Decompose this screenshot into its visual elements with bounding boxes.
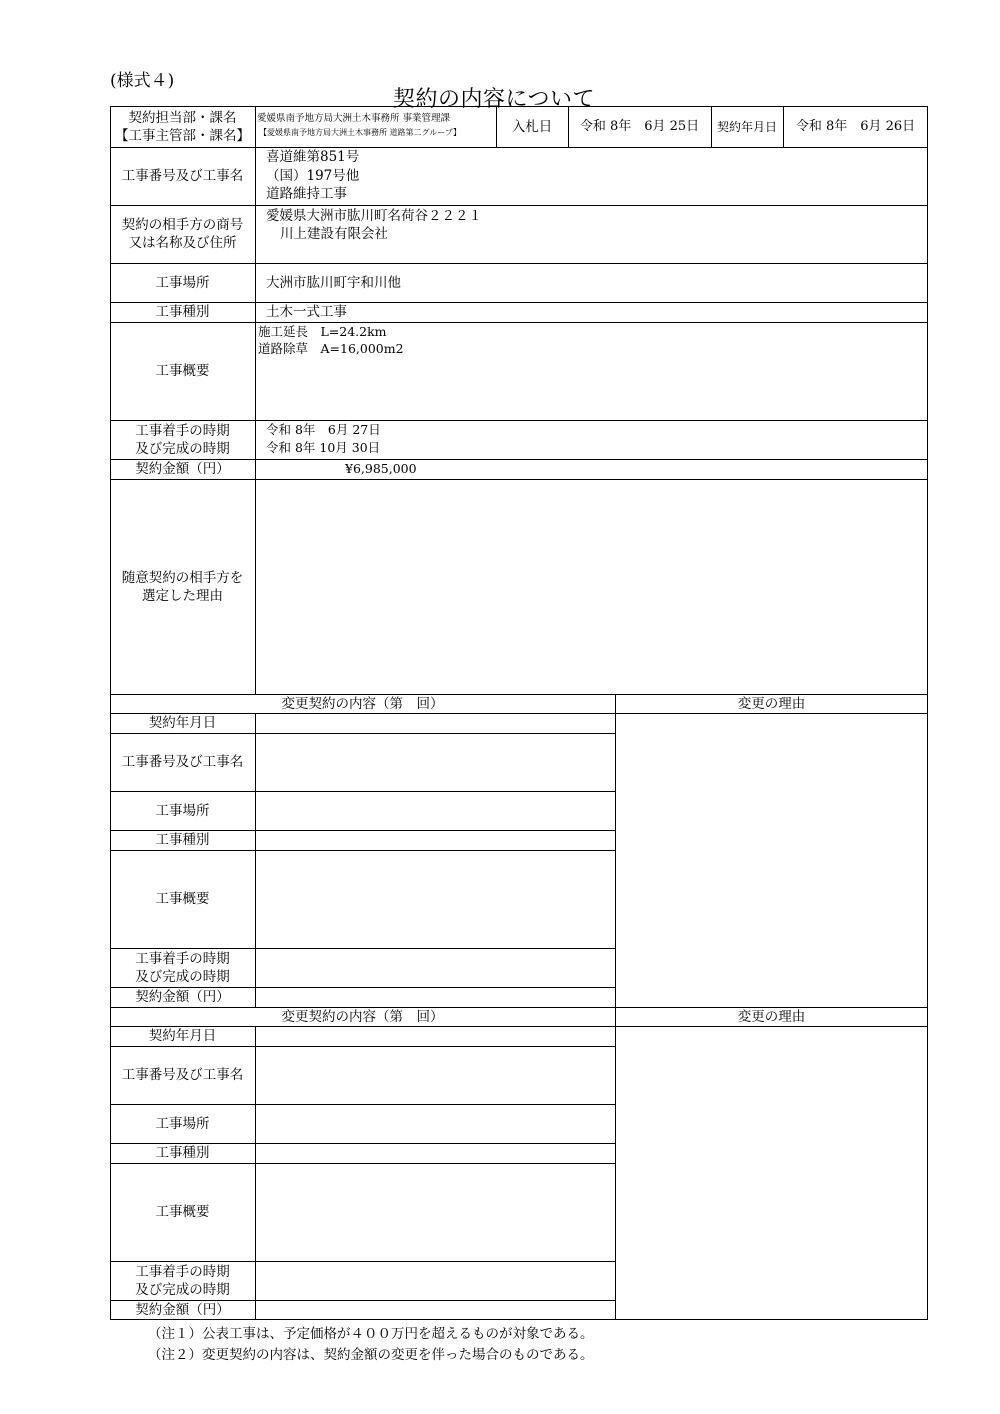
summary-value-line2: 道路除草 A=16,000m2 bbox=[258, 341, 404, 356]
reason-label-line1: 随意契約の相手方を bbox=[121, 569, 244, 586]
partner-label bbox=[110, 205, 255, 263]
partner-address: 愛媛県大洲市肱川町名荷谷２２２１ bbox=[266, 208, 482, 224]
change1-amount-label: 契約金額（円） bbox=[135, 989, 230, 1005]
reason-label-line2: 選定した理由 bbox=[142, 587, 223, 604]
bid-date-label: 入札日 bbox=[511, 118, 553, 135]
change2-period-label-line2: 及び完成の時期 bbox=[135, 1281, 230, 1298]
completion-date-value: 令和 8年 10月 30日 bbox=[266, 440, 381, 455]
change1-heading: 変更契約の内容（第 回） bbox=[281, 695, 444, 712]
change2-contract-date-label: 契約年月日 bbox=[148, 1028, 217, 1044]
change1-period-label bbox=[110, 948, 255, 987]
work-no-value-line3: 道路維持工事 bbox=[266, 186, 347, 202]
site-label: 工事場所 bbox=[155, 274, 210, 291]
contract-date-label: 契約年月日 bbox=[716, 119, 777, 134]
work-no-value-line2: （国）197号他 bbox=[266, 168, 360, 184]
change2-site-label: 工事場所 bbox=[155, 1115, 210, 1132]
reason-label bbox=[110, 479, 255, 694]
partner-label-line2: 又は名称及び住所 bbox=[128, 235, 237, 251]
change1-period-label-line2: 及び完成の時期 bbox=[135, 968, 230, 985]
change2-work-no-label: 工事番号及び工事名 bbox=[121, 1067, 244, 1083]
change2-summary-label: 工事概要 bbox=[155, 1204, 210, 1220]
change2-type-label: 工事種別 bbox=[155, 1145, 210, 1161]
form-number: (様式４) bbox=[110, 71, 175, 91]
contract-date-value: 令和 8年 6月 26日 bbox=[795, 118, 916, 134]
dept-value-line1: 愛媛県南予地方局大洲土木事務所 事業管理課 bbox=[257, 113, 451, 124]
period-label bbox=[110, 420, 255, 459]
work-no-label: 工事番号及び工事名 bbox=[121, 168, 244, 184]
partner-label-line1: 契約の相手方の商号 bbox=[121, 217, 244, 233]
amount-value: ¥6,985,000 bbox=[345, 461, 417, 476]
change1-work-no-label: 工事番号及び工事名 bbox=[121, 754, 244, 770]
amount-label: 契約金額（円） bbox=[135, 461, 230, 477]
change1-summary-label: 工事概要 bbox=[155, 891, 210, 907]
note-1: （注１）公表工事は、予定価格が４００万円を超えるものが対象である。 bbox=[148, 1326, 594, 1342]
change1-reason-heading: 変更の理由 bbox=[737, 695, 806, 712]
partner-name: 川上建設有限会社 bbox=[280, 226, 388, 242]
period-label-line1: 工事着手の時期 bbox=[135, 422, 230, 439]
note-2: （注２）変更契約の内容は、契約金額の変更を伴った場合のものである。 bbox=[148, 1347, 594, 1363]
change2-reason-heading: 変更の理由 bbox=[737, 1008, 806, 1025]
work-no-value-line1: 喜道維第851号 bbox=[266, 149, 360, 165]
dept-label-line2: 【工事主管部・課名】 bbox=[115, 127, 250, 144]
change2-period-label-line1: 工事着手の時期 bbox=[135, 1263, 230, 1280]
site-value: 大洲市肱川町宇和川他 bbox=[266, 275, 401, 291]
change2-heading: 変更契約の内容（第 回） bbox=[281, 1008, 444, 1025]
type-value: 土木一式工事 bbox=[266, 304, 347, 320]
period-label-line2: 及び完成の時期 bbox=[135, 440, 230, 457]
summary-label: 工事概要 bbox=[155, 363, 210, 379]
bid-date-value: 令和 8年 6月 25日 bbox=[579, 118, 700, 134]
dept-value-line2: 【愛媛県南予地方局大洲土木事務所 道路第二グループ】 bbox=[259, 128, 461, 137]
change2-period-label bbox=[110, 1261, 255, 1300]
dept-label-line1: 契約担当部・課名 bbox=[128, 109, 237, 126]
type-label: 工事種別 bbox=[155, 304, 210, 320]
change2-amount-label: 契約金額（円） bbox=[135, 1302, 230, 1318]
summary-value-line1: 施工延長 L=24.2km bbox=[258, 324, 387, 339]
start-date-value: 令和 8年 6月 27日 bbox=[266, 422, 381, 437]
document-title: 契約の内容について bbox=[393, 87, 596, 112]
change1-contract-date-label: 契約年月日 bbox=[148, 715, 217, 731]
change1-period-label-line1: 工事着手の時期 bbox=[135, 950, 230, 967]
change1-site-label: 工事場所 bbox=[155, 802, 210, 819]
change1-type-label: 工事種別 bbox=[155, 832, 210, 848]
dept-label bbox=[110, 106, 255, 147]
